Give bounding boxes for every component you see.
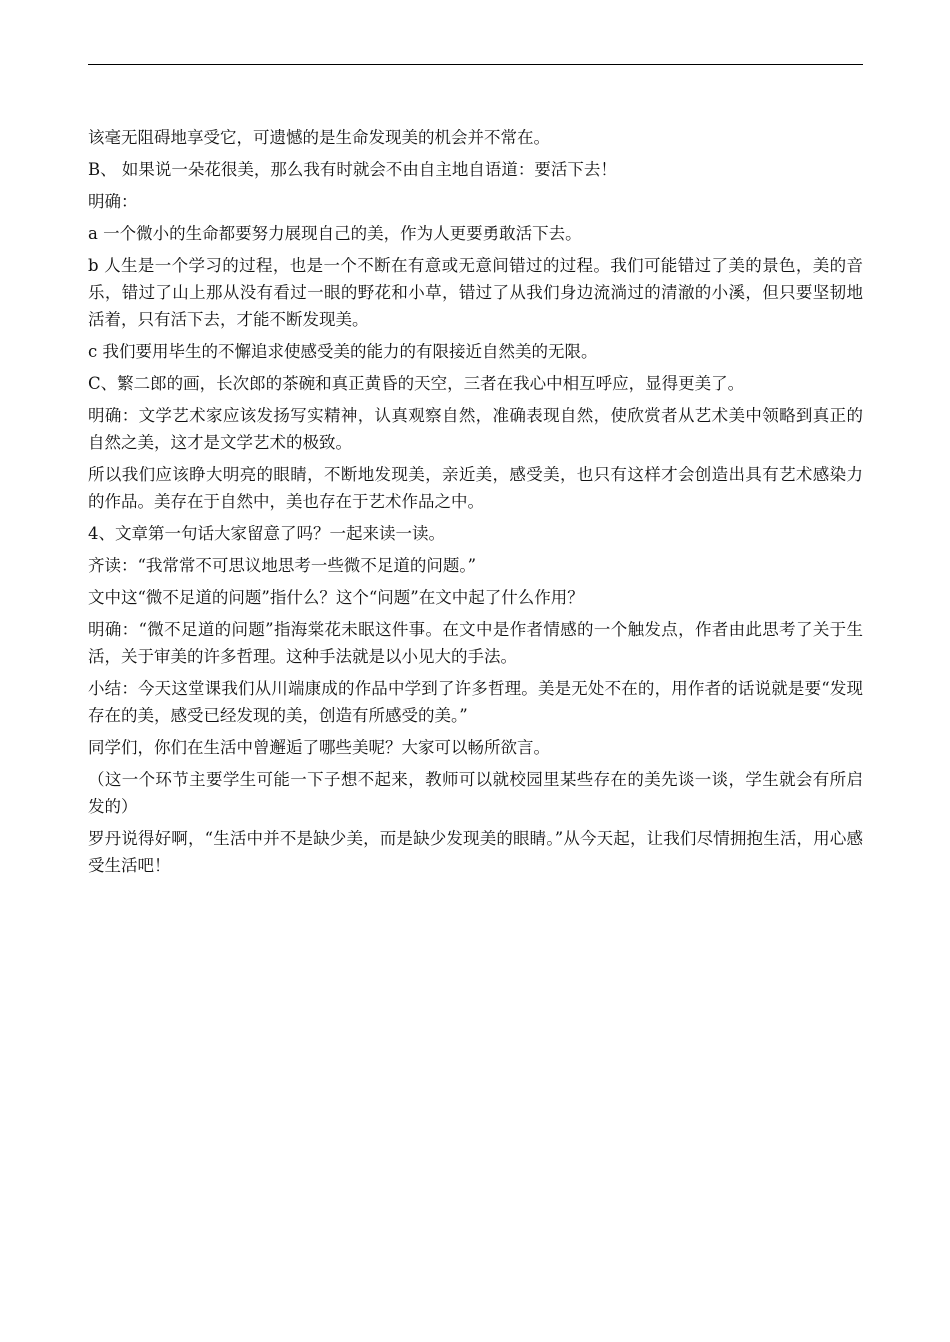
paragraph: 罗丹说得好啊，“生活中并不是缺少美，而是缺少发现美的眼睛。”从今天起，让我们尽情拥抱生活，用心感受生活吧！ (88, 829, 863, 875)
paragraph: 明确：文学艺术家应该发扬写实精神，认真观察自然，准确表现自然，使欣赏者从艺术美中领略到真正的自然之美，这才是文学艺术的极致。 (88, 406, 863, 452)
paragraph: 4、文章第一句话大家留意了吗？一起来读一读。 (88, 524, 445, 543)
paragraph: 所以我们应该睁大明亮的眼睛，不断地发现美，亲近美，感受美，也只有这样才会创造出具有艺术感染力的作品。美存在于自然中，美也存在于艺术作品之中。 (88, 465, 863, 511)
paragraph: b 人生是一个学习的过程，也是一个不断在有意或无意间错过的过程。我们可能错过了美的景色，美的音乐，错过了山上那从没有看过一眼的野花和小草，错过了从我们身边流淌过的清澈的小溪，但只要坚韧地活着，只有活下去，才能不断发现美。 (88, 256, 863, 329)
paragraph: C、繁二郎的画，长次郎的茶碗和真正黄昏的天空，三者在我心中相互呼应，显得更美了。 (88, 374, 745, 393)
paragraph: B、 如果说一朵花很美，那么我有时就会不由自主地自语道：要活下去！ (88, 160, 617, 179)
header-rule (88, 64, 863, 65)
paragraph: （这一个环节主要学生可能一下子想不起来，教师可以就校园里某些存在的美先谈一谈，学生就会有所启发的） (88, 770, 863, 816)
paragraph: 小结：今天这堂课我们从川端康成的作品中学到了许多哲理。美是无处不在的，用作者的话说就是要“发现存在的美，感受已经发现的美，创造有所感受的美。” (88, 679, 863, 725)
document-body (88, 124, 863, 884)
paragraph: c 我们要用毕生的不懈追求使感受美的能力的有限接近自然美的无限。 (88, 342, 598, 361)
paragraph: 同学们，你们在生活中曾邂逅了哪些美呢？大家可以畅所欲言。 (88, 738, 550, 757)
paragraph: 明确：“微不足道的问题”指海棠花未眠这件事。在文中是作者情感的一个触发点，作者由此思考了关于生活，关于审美的许多哲理。这种手法就是以小见大的手法。 (88, 620, 863, 666)
paragraph: 明确： (88, 192, 138, 211)
paragraph: 文中这“微不足道的问题”指什么？这个“问题”在文中起了什么作用？ (88, 588, 584, 607)
paragraph: 该毫无阻碍地享受它，可遗憾的是生命发现美的机会并不常在。 (88, 128, 550, 147)
paragraph: a 一个微小的生命都要努力展现自己的美，作为人更要勇敢活下去。 (88, 224, 582, 243)
paragraph: 齐读：“我常常不可思议地思考一些微不足道的问题。” (88, 556, 477, 575)
